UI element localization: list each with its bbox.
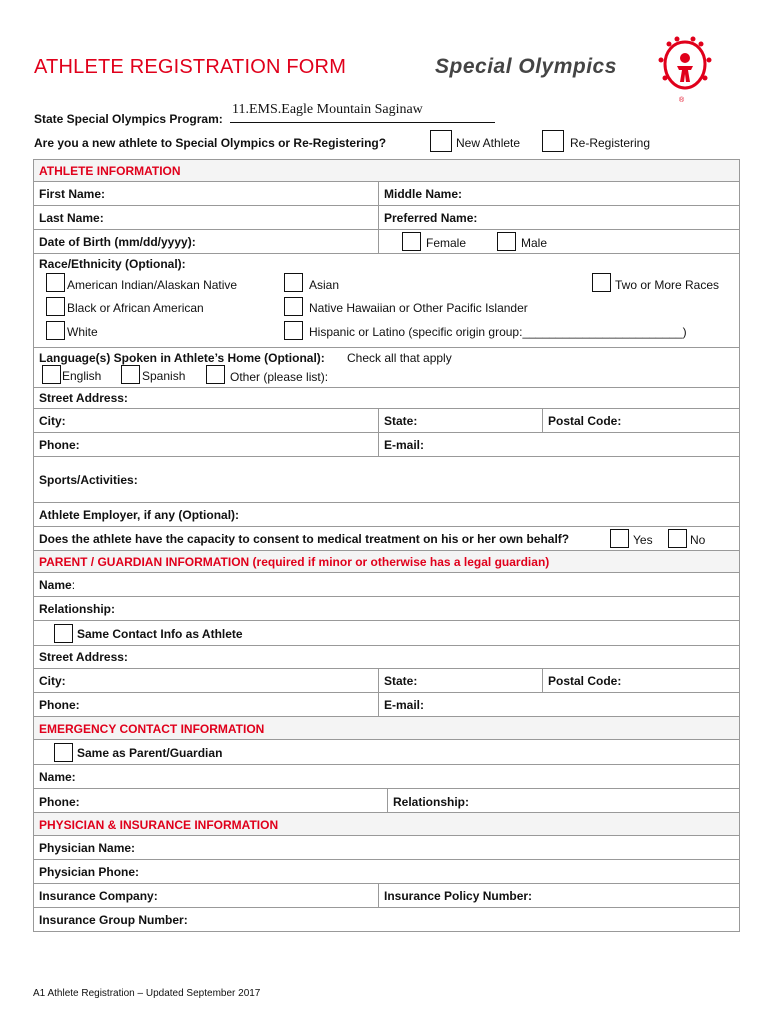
physician-name-field[interactable]: Physician Name: (39, 841, 136, 855)
guardian-name-field[interactable]: Name: (39, 578, 76, 592)
emergency-section-title: EMERGENCY CONTACT INFORMATION (39, 722, 265, 736)
middle-name-field[interactable]: Middle Name: (384, 187, 463, 201)
guardian-email-field[interactable]: E-mail: (384, 698, 425, 712)
guardian-state-field[interactable]: State: (384, 674, 418, 688)
state-field[interactable]: State: (384, 414, 418, 428)
employer-row (34, 502, 739, 526)
guardian-postal-field[interactable]: Postal Code: (548, 674, 622, 688)
physician-phone-row (34, 859, 739, 883)
male-label: Male (521, 236, 548, 250)
column-divider (378, 181, 379, 253)
guardian-name-row (34, 572, 739, 596)
sports-field[interactable]: Sports/Activities: (39, 473, 138, 487)
city-field[interactable]: City: (39, 414, 66, 428)
race-black-checkbox[interactable] (46, 297, 65, 316)
lang-spanish-label: Spanish (142, 369, 186, 383)
consent-question: Does the athlete have the capacity to consent to medical treatment on his or her own behalf? (39, 532, 570, 546)
name-row-1 (34, 181, 739, 205)
language-label: Language(s) Spoken in Athlete’s Home (Optional): (39, 351, 325, 365)
special-olympics-logo-text: Special Olympics (435, 55, 617, 78)
registration-table (33, 159, 740, 932)
form-title: ATHLETE REGISTRATION FORM (34, 56, 347, 78)
guardian-relationship-row (34, 596, 739, 620)
preferred-name-field[interactable]: Preferred Name: (384, 211, 478, 225)
guardian-same-label: Same Contact Info as Athlete (77, 627, 243, 641)
race-label: Race/Ethnicity (Optional): (39, 257, 186, 271)
lang-english-label: English (62, 369, 102, 383)
emergency-same-row (34, 739, 739, 764)
email-field[interactable]: E-mail: (384, 438, 425, 452)
guardian-city-field[interactable]: City: (39, 674, 66, 688)
language-hint: Check all that apply (347, 351, 452, 365)
guardian-phone-field[interactable]: Phone: (39, 698, 80, 712)
lang-spanish-checkbox[interactable] (121, 365, 140, 384)
new-athlete-question: Are you a new athlete to Special Olympics or Re-Registering? (34, 136, 387, 150)
language-block (34, 347, 739, 387)
race-white-checkbox[interactable] (46, 321, 65, 340)
female-checkbox[interactable] (402, 232, 421, 251)
name-row-2 (34, 205, 739, 229)
emergency-section-header (34, 716, 739, 739)
emergency-name-row (34, 764, 739, 788)
athlete-section-header (34, 160, 739, 181)
lang-other-checkbox[interactable] (206, 365, 225, 384)
guardian-section-title: PARENT / GUARDIAN INFORMATION (required if minor or otherwise has a legal guardian) (39, 555, 550, 569)
last-name-field[interactable]: Last Name: (39, 211, 104, 225)
lang-english-checkbox[interactable] (42, 365, 61, 384)
emergency-relationship-field[interactable]: Relationship: (393, 795, 470, 809)
first-name-field[interactable]: First Name: (39, 187, 106, 201)
guardian-city-row (34, 668, 739, 692)
column-divider (387, 788, 388, 812)
column-divider (378, 883, 379, 907)
dob-field[interactable]: Date of Birth (mm/dd/yyyy): (39, 235, 196, 249)
column-divider (542, 668, 543, 692)
physician-section-title: PHYSICIAN & INSURANCE INFORMATION (39, 818, 279, 832)
footer-text: A1 Athlete Registration – Updated September 2017 (33, 988, 261, 999)
postal-field[interactable]: Postal Code: (548, 414, 622, 428)
race-nhpi-checkbox[interactable] (284, 297, 303, 316)
column-divider (542, 408, 543, 432)
race-white-label: White (67, 325, 98, 339)
special-olympics-logo-icon (655, 34, 715, 106)
re-registering-label: Re-Registering (570, 136, 651, 150)
new-athlete-label: New Athlete (456, 136, 521, 150)
insurance-group-field[interactable]: Insurance Group Number: (39, 913, 188, 927)
employer-field[interactable]: Athlete Employer, if any (Optional): (39, 508, 240, 522)
race-aian-checkbox[interactable] (46, 273, 65, 292)
emergency-name-field[interactable]: Name: (39, 770, 76, 784)
guardian-same-checkbox[interactable] (54, 624, 73, 643)
race-aian-label: American Indian/Alaskan Native (67, 278, 238, 292)
emergency-same-checkbox[interactable] (54, 743, 73, 762)
program-input[interactable]: 11.EMS.Eagle Mountain Saginaw (230, 103, 495, 123)
race-two-label: Two or More Races (615, 278, 720, 292)
race-asian-label: Asian (309, 278, 340, 292)
column-divider (378, 408, 379, 456)
physician-phone-field[interactable]: Physician Phone: (39, 865, 140, 879)
emergency-phone-field[interactable]: Phone: (39, 795, 80, 809)
athlete-section-title: ATHLETE INFORMATION (39, 164, 181, 178)
street-field[interactable]: Street Address: (39, 391, 128, 405)
emergency-same-label: Same as Parent/Guardian (77, 746, 223, 760)
new-athlete-checkbox[interactable] (430, 130, 452, 152)
column-divider (378, 668, 379, 716)
consent-no-label: No (690, 533, 706, 547)
phone-row (34, 432, 739, 456)
lang-other-label: Other (please list): (230, 370, 329, 384)
program-label: State Special Olympics Program: (34, 112, 223, 126)
phone-field[interactable]: Phone: (39, 438, 80, 452)
race-asian-checkbox[interactable] (284, 273, 303, 292)
insurance-group-row (34, 907, 739, 931)
consent-yes-checkbox[interactable] (610, 529, 629, 548)
race-black-label: Black or African American (67, 301, 204, 315)
physician-name-row (34, 835, 739, 859)
guardian-same-row (34, 620, 739, 645)
race-nhpi-label: Native Hawaiian or Other Pacific Islander (309, 301, 528, 315)
street-row (34, 387, 739, 408)
guardian-section-header (34, 550, 739, 572)
race-hispanic-checkbox[interactable] (284, 321, 303, 340)
city-row (34, 408, 739, 432)
guardian-relationship-field[interactable]: Relationship: (39, 602, 116, 616)
race-block (34, 253, 739, 347)
race-hispanic-label: Hispanic or Latino (specific origin group:________________________) (309, 325, 687, 339)
guardian-street-row (34, 645, 739, 668)
sports-row (34, 456, 739, 502)
male-checkbox[interactable] (497, 232, 516, 251)
race-two-checkbox[interactable] (592, 273, 611, 292)
consent-row (34, 526, 739, 550)
physician-section-header (34, 812, 739, 835)
insurance-policy-field[interactable]: Insurance Policy Number: (384, 889, 533, 903)
consent-no-checkbox[interactable] (668, 529, 687, 548)
re-registering-checkbox[interactable] (542, 130, 564, 152)
insurance-row (34, 883, 739, 907)
female-label: Female (426, 236, 467, 250)
insurance-company-field[interactable]: Insurance Company: (39, 889, 158, 903)
guardian-phone-row (34, 692, 739, 716)
registered-mark: ® (679, 97, 685, 104)
guardian-street-field[interactable]: Street Address: (39, 650, 128, 664)
dob-row (34, 229, 739, 253)
consent-yes-label: Yes (633, 533, 653, 547)
